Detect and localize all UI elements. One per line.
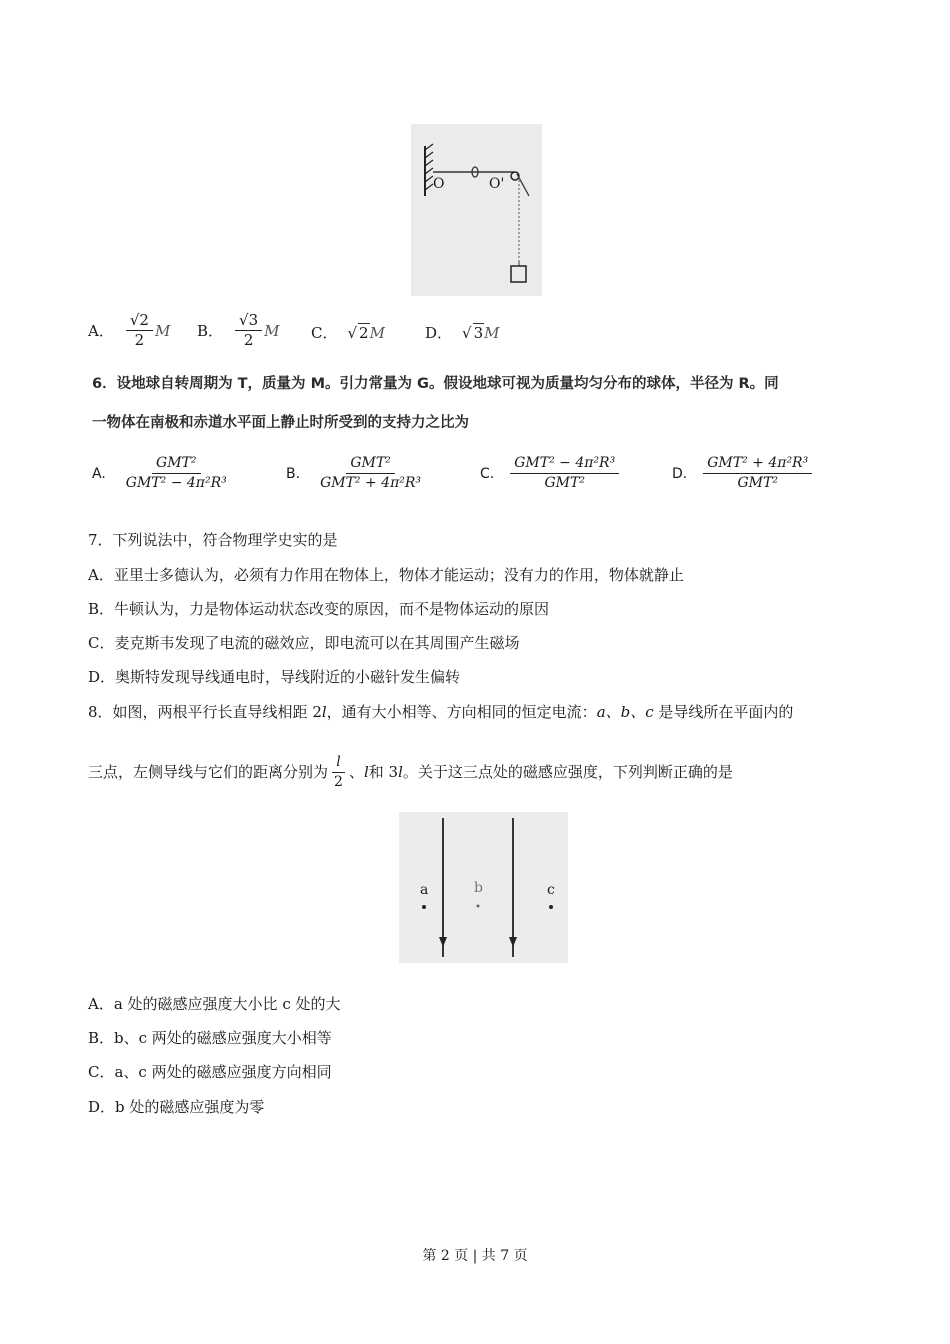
label-b: b (474, 880, 483, 896)
figure-wires (399, 812, 568, 963)
q7-stem: 7．下列说法中，符合物理学史实的是 (88, 531, 338, 549)
label-o: O (433, 176, 445, 192)
sqrt-icon: √ (462, 323, 472, 342)
figure-pulley (411, 124, 542, 296)
q8-option-a: A．a 处的磁感应强度大小比 c 处的大 (88, 995, 341, 1013)
pulley-diagram (411, 124, 542, 296)
q5-option-b: B． $\frac{√3}{2}$ M (197, 311, 280, 349)
page-footer: 第 2 页 | 共 7 页 (422, 1248, 528, 1264)
q8-stem-line1: 8．如图，两根平行长直导线相距 2l，通有大小相等、方向相同的恒定电流：a、b、c 是导线所在平面内的 (88, 703, 794, 721)
q6-option-b: B. $\frac{\text{GMT²}}{\text{GMT² + 4π²R³}}$ (286, 455, 422, 491)
q8-option-b: B．b、c 两处的磁感应强度大小相等 (88, 1029, 332, 1047)
q6-option-c: C. $\frac{\text{GMT² − 4π²R³}}{\text{GMT²}}$ (480, 455, 621, 492)
q6-option-d: D. $\frac{\text{GMT² + 4π²R³}}{\text{GMT²}}$ (672, 455, 814, 492)
q5-option-d: D． √ 3 M (425, 323, 500, 342)
q8-option-d: D．b 处的磁感应强度为零 (88, 1098, 265, 1116)
label-c: c (547, 882, 555, 898)
q5-option-c: C． √ 2 M (311, 323, 385, 342)
q6-stem-line2: 一物体在南极和赤道水平面上静止时所受到的支持力之比为 (92, 415, 469, 431)
q7-option-d: D．奥斯特发现导线通电时，导线附近的小磁针发生偏转 (88, 668, 461, 686)
q6-stem-line1: 6．设地球自转周期为 T，质量为 M。引力常量为 G。假设地球可视为质量均匀分布的球体，半径为 R。同 (92, 376, 779, 392)
label-o-prime: O' (489, 176, 505, 192)
q8-option-c: C．a、c 两处的磁感应强度方向相同 (88, 1063, 332, 1081)
q8-stem-line2: 三点，左侧导线与它们的距离分别为 $\frac{l}{2}$ 、 l 和 3 l 。关于这三点处的磁感应强度，下列判断正确的是 (88, 753, 733, 790)
q7-option-b: B．牛顿认为，力是物体运动状态改变的原因，而不是物体运动的原因 (88, 600, 550, 618)
label-a: a (420, 882, 429, 898)
q7-option-c: C．麦克斯韦发现了电流的磁效应，即电流可以在其周围产生磁场 (88, 634, 520, 652)
q7-option-a: A．亚里士多德认为，必须有力作用在物体上，物体才能运动；没有力的作用，物体就静止 (88, 566, 684, 584)
sqrt-icon: √ (347, 323, 358, 342)
q5-option-a: A． $\frac{√2}{2}$ M (88, 311, 171, 349)
q6-option-a: A. $\frac{\text{GMT²}}{\text{GMT² − 4π²R³}}$ (92, 455, 227, 491)
